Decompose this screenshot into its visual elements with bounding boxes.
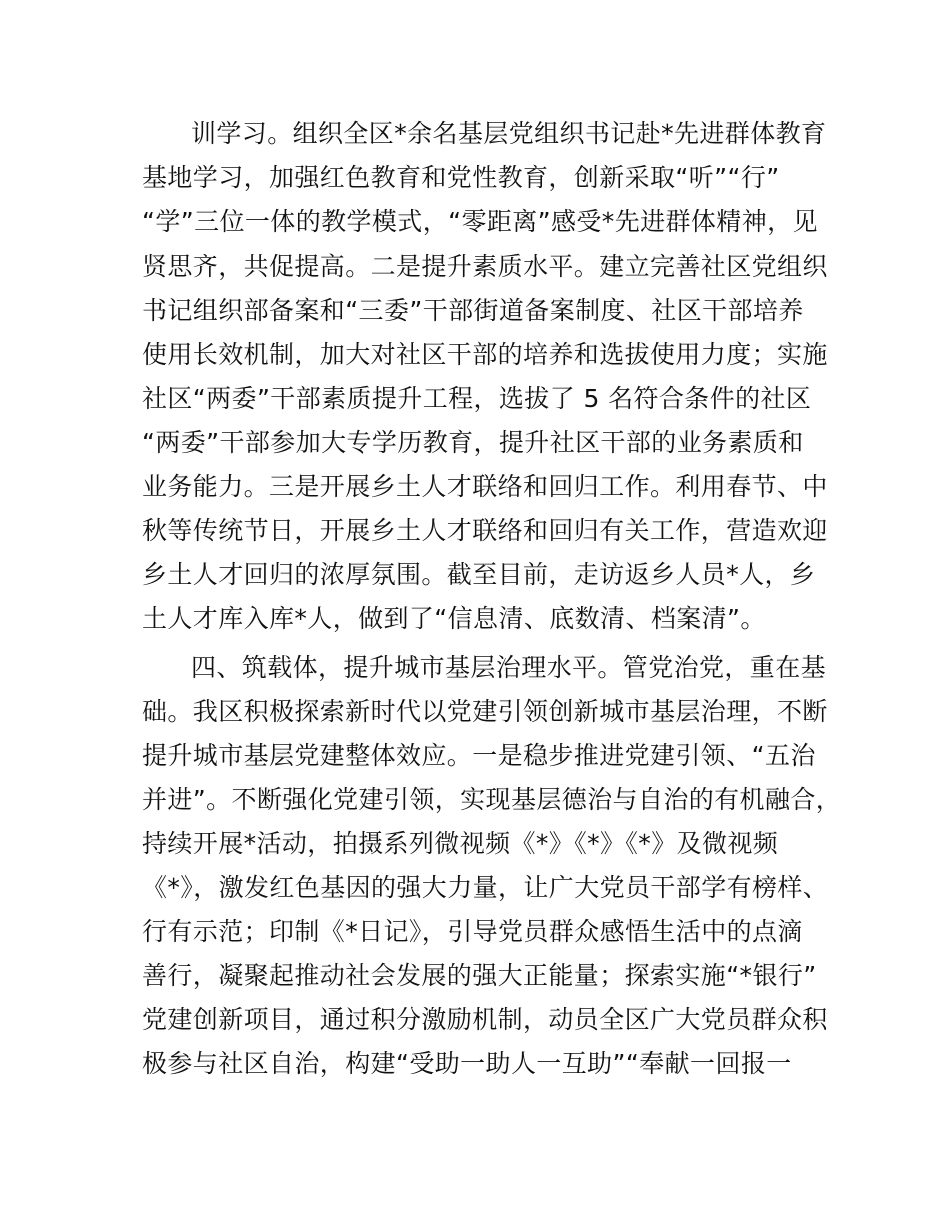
- text-line: 秋等传统节日，开展乡土人才联络和回归有关工作，营造欢迎: [142, 516, 828, 545]
- text-line: 乡土人才回归的浓厚氛围。截至目前，走访返乡人员*人，乡: [142, 560, 816, 589]
- text-line: 行有示范；印制《*日记》，引导党员群众感悟生活中的点滴: [142, 917, 803, 946]
- text-line: 训学习。组织全区*余名基层党组织书记赴*先进群体教育: [191, 119, 827, 148]
- text-line: 书记组织部备案和“三委”干部街道备案制度、社区干部培养: [142, 296, 804, 325]
- text-line: 四、筑载体，提升城市基层治理水平。管党治党，重在基: [191, 653, 827, 682]
- text-line: 极参与社区自治，构建“受助一助人一互助”“奉献一回报一: [142, 1049, 792, 1078]
- text-line: 基地学习，加强红色教育和党性教育，创新采取“听”“行”: [142, 163, 780, 192]
- text-line: 党建创新项目，通过积分激励机制，动员全区广大党员群众积: [142, 1005, 828, 1034]
- text-line: 础。我区积极探索新时代以党建引领创新城市基层治理，不断: [142, 697, 828, 726]
- text-line: 社区“两委”干部素质提升工程，选拔了 5 名符合条件的社区: [142, 384, 812, 413]
- text-line: 土人才库入库*人，做到了“信息清、底数清、档案清”。: [142, 604, 766, 633]
- text-line: 持续开展*活动，拍摄系列微视频《*》《*》《*》及微视频: [142, 829, 779, 858]
- text-line: 《*》，激发红色基因的强大力量，让广大党员干部学有榜样、: [142, 873, 829, 902]
- text-line: 善行，凝聚起推动社会发展的强大正能量；探索实施“*银行”: [142, 961, 817, 990]
- text-line: 贤思齐，共促提高。二是提升素质水平。建立完善社区党组织: [142, 252, 828, 281]
- text-line: “学”三位一体的教学模式，“零距离”感受*先进群体精神，见: [142, 207, 818, 236]
- text-line: 并进”。不断强化党建引领，实现基层德治与自治的有机融合，: [142, 785, 842, 814]
- text-line: 使用长效机制，加大对社区干部的培养和选拔使用力度；实施: [142, 340, 828, 369]
- text-line: “两委”干部参加大专学历教育，提升社区干部的业务素质和: [142, 428, 804, 457]
- text-line: 业务能力。三是开展乡土人才联络和回归工作。利用春节、中: [142, 472, 828, 501]
- text-line: 提升城市基层党建整体效应。一是稳步推进党建引领、“五治: [142, 741, 816, 770]
